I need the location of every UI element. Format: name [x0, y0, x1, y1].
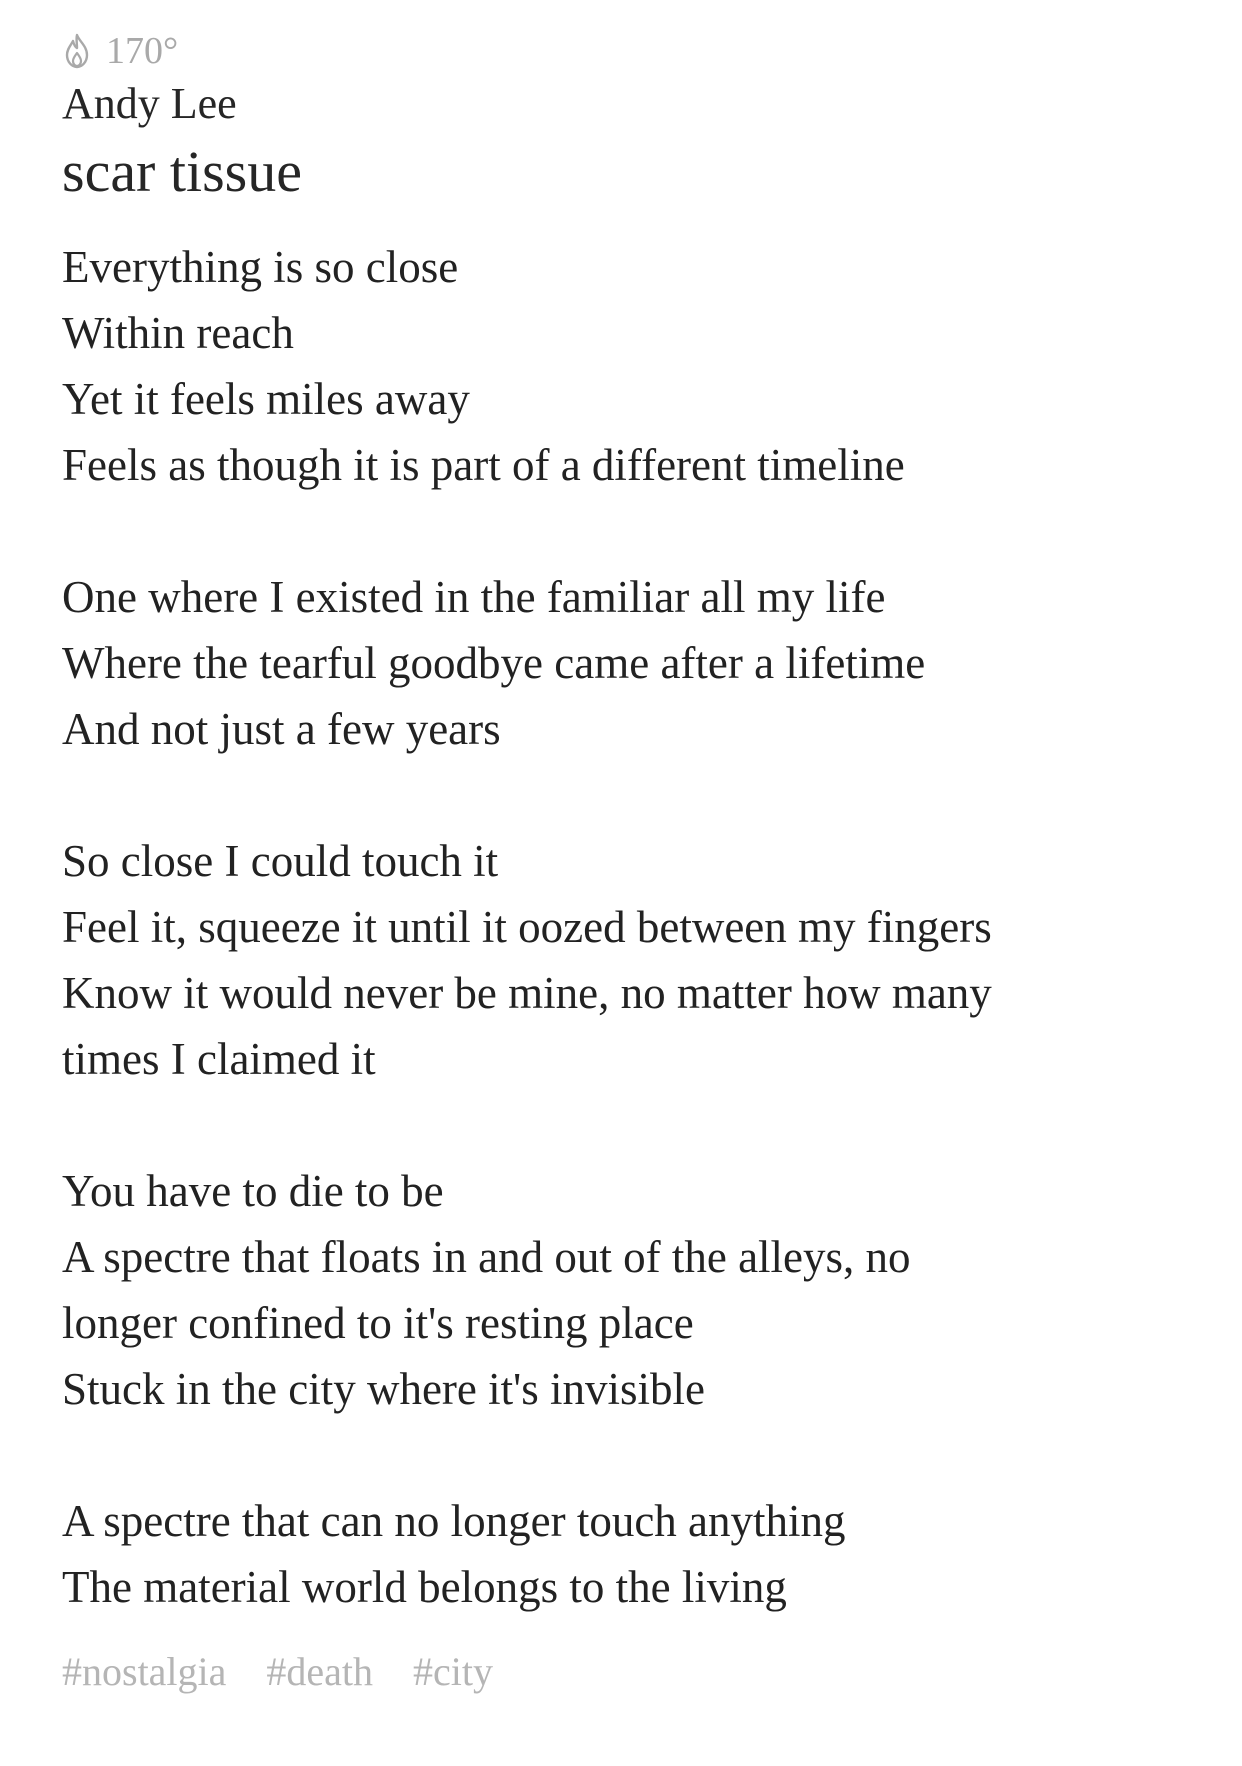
poem-line: So close I could touch it: [62, 836, 499, 886]
poem-line: Within reach: [62, 308, 294, 358]
poem-line: Where the tearful goodbye came after a lifetime: [62, 638, 926, 688]
tag-city[interactable]: #city: [413, 1649, 494, 1694]
poem-line: Everything is so close: [62, 242, 459, 292]
flame-icon: [62, 33, 92, 69]
poem-line: Yet it feels miles away: [62, 374, 470, 424]
poem-line: Stuck in the city where it's invisible: [62, 1364, 706, 1414]
poem-line: And not just a few years: [62, 704, 501, 754]
stanza: [62, 234, 1202, 498]
heat-count: 170°: [106, 30, 179, 72]
tag-nostalgia[interactable]: #nostalgia: [62, 1649, 227, 1694]
author-name[interactable]: Andy Lee: [62, 79, 237, 128]
stanza: [62, 564, 1202, 762]
stanza: [62, 1488, 1202, 1620]
post-title: scar tissue: [62, 139, 302, 204]
stanza: [62, 1158, 1202, 1422]
poem-line: Know it would never be mine, no matter how many: [62, 968, 992, 1018]
poem-line: Feel it, squeeze it until it oozed between my fingers: [62, 902, 992, 952]
poem-body: [62, 234, 1202, 1620]
poem-line: The material world belongs to the living: [62, 1562, 787, 1612]
stanza: [62, 828, 1202, 1092]
poem-line: times I claimed it: [62, 1034, 376, 1084]
heat-indicator: [62, 30, 1202, 72]
tag-death[interactable]: #death: [266, 1649, 374, 1694]
poem-line: Feels as though it is part of a different timeline: [62, 440, 905, 490]
poem-line: You have to die to be: [62, 1166, 444, 1216]
poem-line: longer confined to it's resting place: [62, 1298, 694, 1348]
poem-line: A spectre that can no longer touch anything: [62, 1496, 846, 1546]
poem-line: One where I existed in the familiar all my life: [62, 572, 886, 622]
tag-list: [62, 1642, 1202, 1702]
post: [62, 30, 1202, 1702]
poem-line: A spectre that floats in and out of the alleys, no: [62, 1232, 911, 1282]
